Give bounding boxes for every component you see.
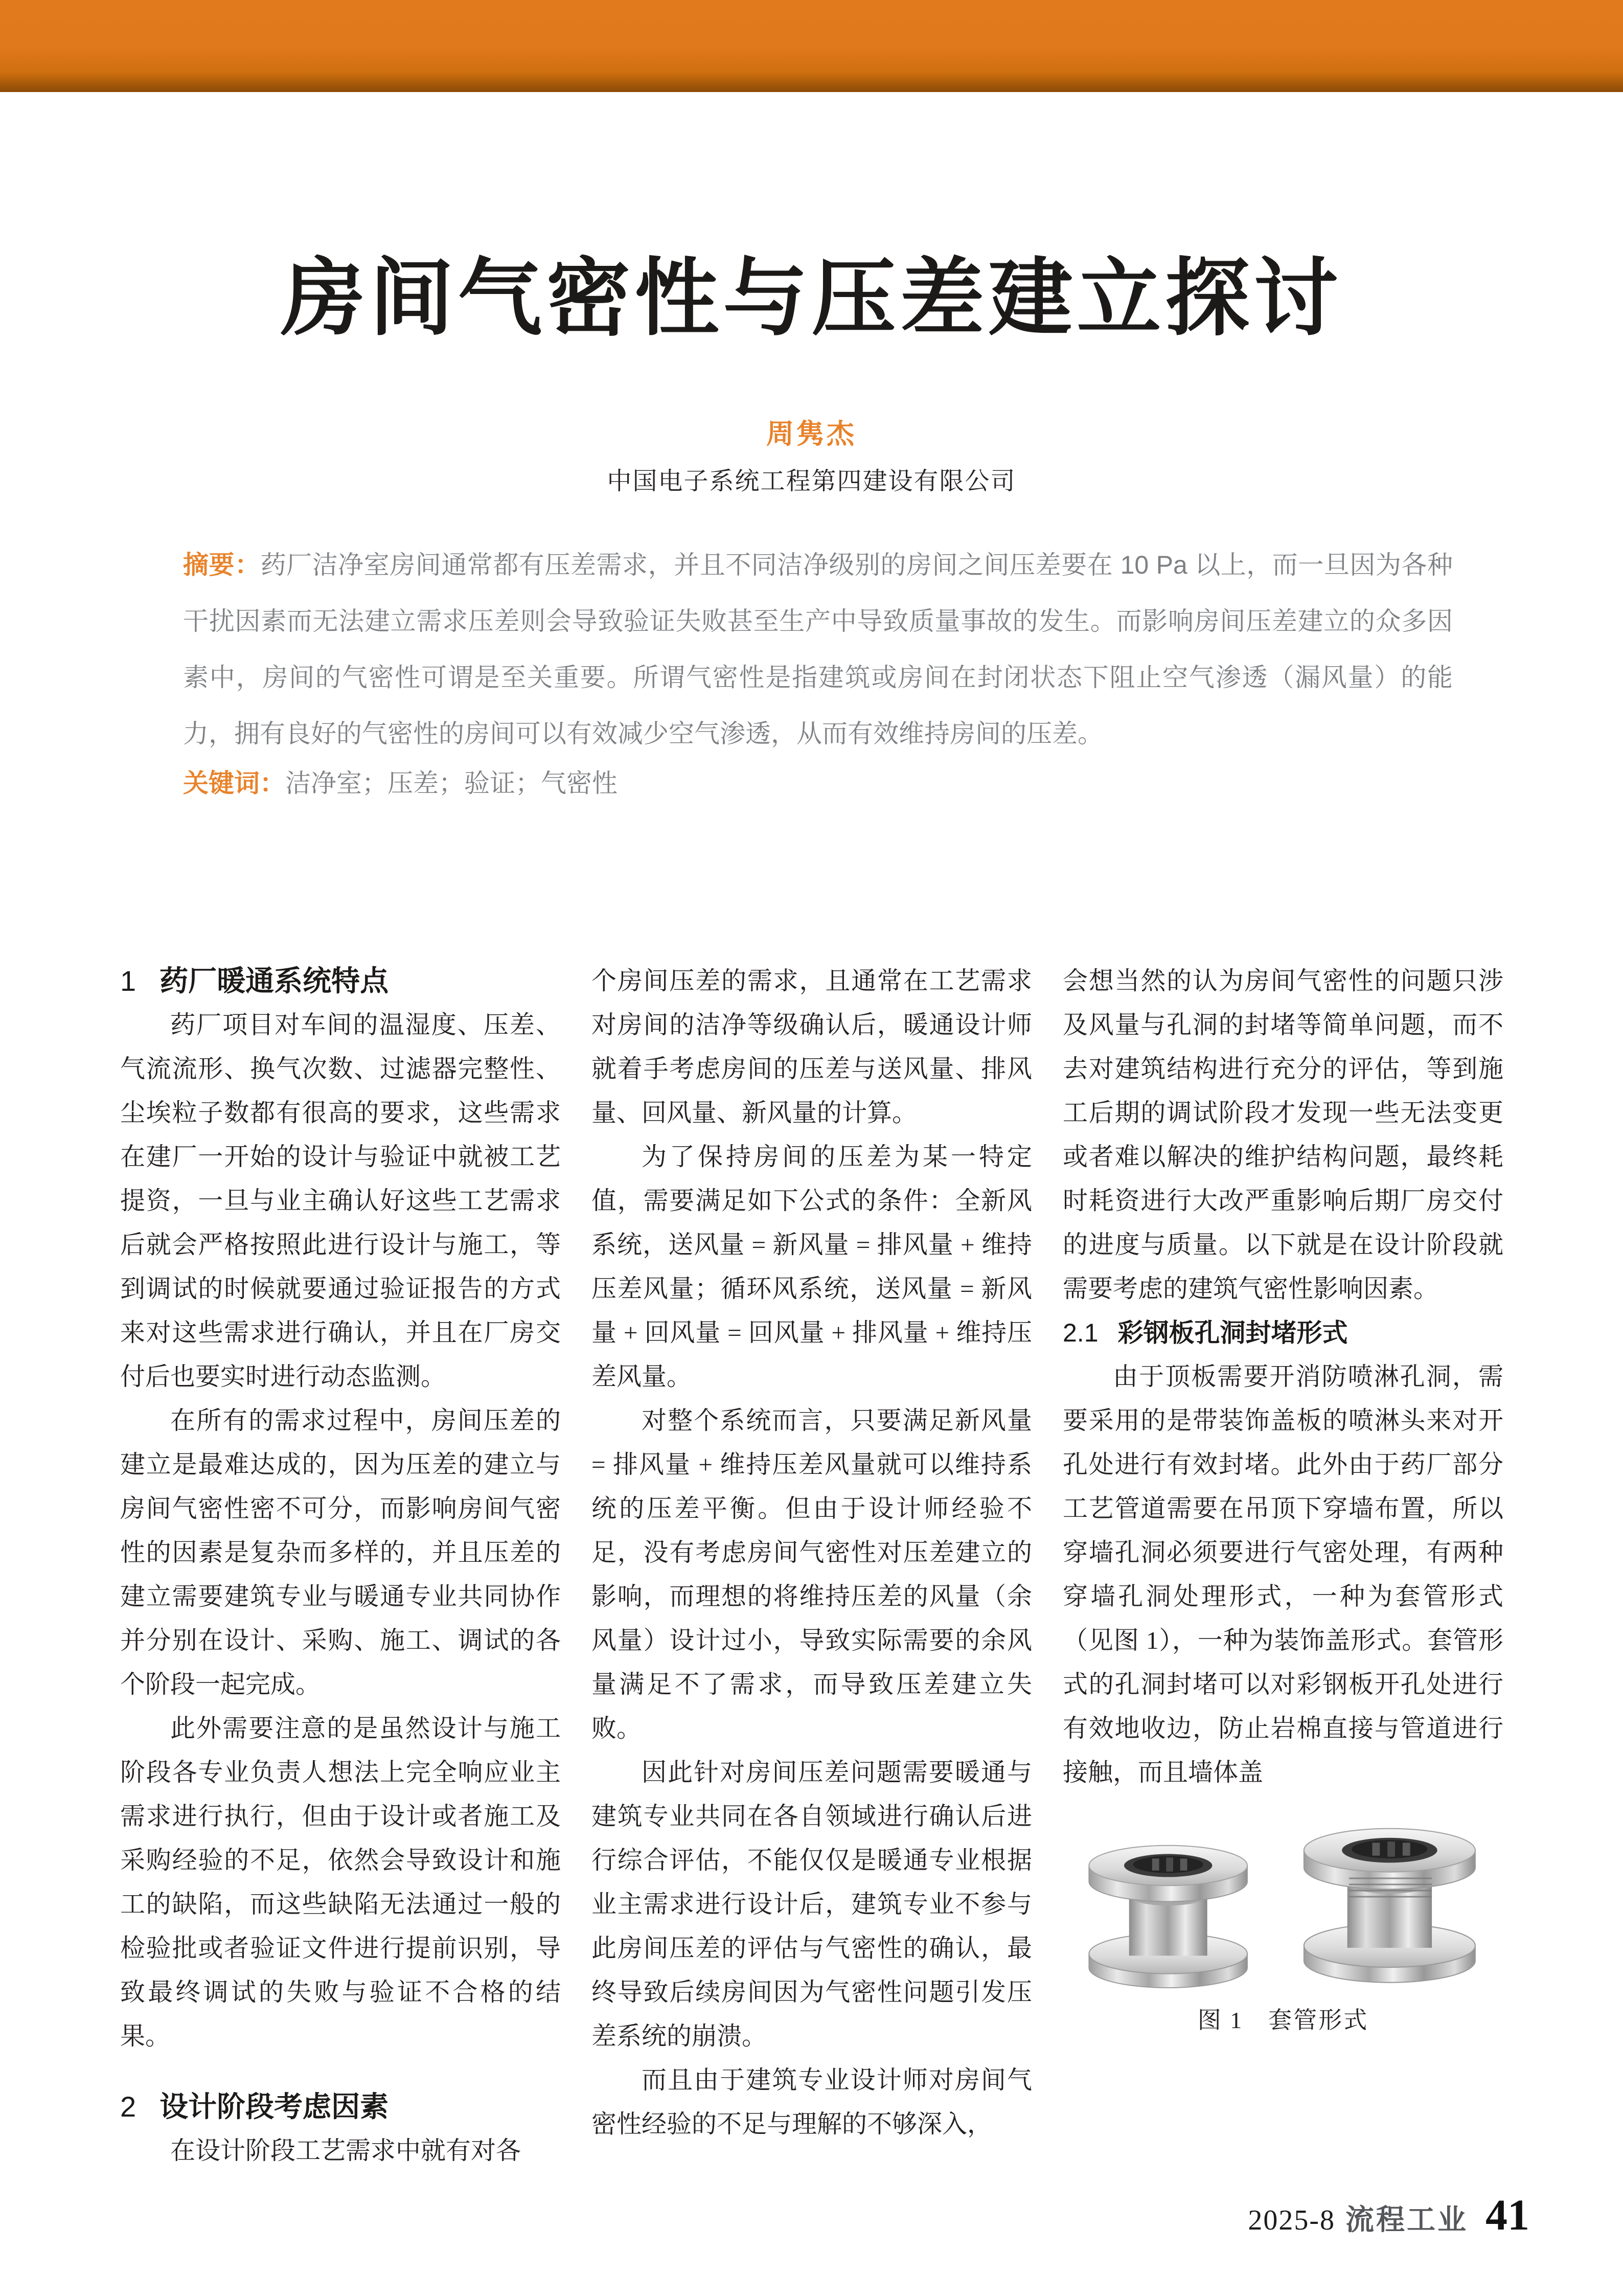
footer-issue: 2025-8 — [1248, 2204, 1335, 2236]
section-title: 彩钢板孔洞封堵形式 — [1117, 1319, 1348, 1347]
footer-page-number: 41 — [1485, 2190, 1529, 2239]
author-affiliation: 中国电子系统工程第四建设有限公司 — [607, 468, 1016, 495]
body-paragraph: 由于顶板需要开消防喷淋孔洞，需要采用的是带装饰盖板的喷淋头来对开孔处进行有效封堵。此外由于药厂部分工艺管道需要在吊顶下穿墙布置，所以穿墙孔洞必须要进行气密处理，有两种穿墙孔洞处理形式，一种为套管形式（见图 1），一种为装饰盖形式。套管形式的孔洞封堵可以对彩钢板开孔处进行有效地收边，防止岩棉直接与管道进行接触，而且墙体盖 — [1063, 1362, 1503, 1786]
body-column-2 — [591, 959, 1032, 2146]
section-number: 2.1 — [1063, 1319, 1099, 1347]
body-column-1 — [120, 959, 561, 2173]
figure-1 — [1063, 1821, 1503, 2036]
body-paragraph: 在所有的需求过程中，房间压差的建立是最难达成的，因为压差的建立与房间气密性密不可分，而影响房间气密性的因素是复杂而多样的，并且压差的建立需要建筑专业与暖通专业共同协作并分别在设计、采购、施工、调试的各个阶段一起完成。 — [120, 1406, 561, 1698]
body-paragraph: 对整个系统而言，只要满足新风量 = 排风量 + 维持压差风量就可以维持系统的压差平衡。但由于设计师经验不足，没有考虑房间气密性对压差建立的影响，而理想的将维持压差的风量（余风量）设计过小，导致实际需要的余风量满足不了需求，而导致压差建立失败。 — [591, 1406, 1032, 1742]
body-paragraph: 为了保持房间的压差为某一特定值，需要满足如下公式的条件：全新风系统，送风量 = 新风量 = 排风量 + 维持压差风量；循环风系统，送风量 = 新风量 + 回风量 = 回风量 + 排风量 + 维持压差风量。 — [591, 1143, 1032, 1391]
section-title: 设计阶段考虑因素 — [159, 2090, 389, 2123]
page-footer — [0, 2189, 1529, 2240]
section-title: 药厂暖通系统特点 — [159, 965, 389, 997]
body-paragraph: 药厂项目对车间的温湿度、压差、气流流形、换气次数、过滤器完整性、尘埃粒子数都有很高的要求，这些需求在建厂一开始的设计与验证中就被工艺提资，一旦与业主确认好这些工艺需求后就会严格按照此进行设计与施工，等到调试的时候就要通过验证报告的方式来对这些需求进行确认，并且在厂房交付后也要实时进行动态监测。 — [120, 1011, 561, 1391]
keywords-line — [183, 763, 1453, 800]
section-heading-2 — [120, 2085, 561, 2129]
top-banner — [0, 0, 1623, 92]
section-heading-1 — [120, 959, 561, 1003]
body-paragraph: 在设计阶段工艺需求中就有对各 — [170, 2136, 521, 2165]
body-paragraph: 因此针对房间压差问题需要暖通与建筑专业共同在各自领域进行确认后进行综合评估，不能仅仅是暖通专业根据业主需求进行设计后，建筑专业不参与此房间压差的评估与气密性的确认，最终导致后续房间因为气密性问题引发压差系统的崩溃。 — [591, 1758, 1032, 2050]
abstract-text: 药厂洁净室房间通常都有压差需求，并且不同洁净级别的房间之间压差要在 10 Pa 以上，而一旦因为各种干扰因素而无法建立需求压差则会导致验证失败甚至生产中导致质量事故的发生。而影响房间压差建立的众多因素中，房间的气密性可谓是至关重要。所谓气密性是指建筑或房间在封闭状态下阻止空气渗透（漏风量）的能力，拥有良好的气密性的房间可以有效减少空气渗透，从而有效维持房间的压差。 — [183, 551, 1453, 748]
subsection-heading-2-1 — [1063, 1311, 1503, 1355]
abstract-label: 摘要： — [183, 551, 261, 579]
keywords-label: 关键词： — [183, 769, 285, 798]
article-title: 房间气密性与压差建立探讨 — [281, 251, 1342, 345]
section-number: 1 — [120, 965, 136, 997]
body-paragraph: 会想当然的认为房间气密性的问题只涉及风量与孔洞的封堵等简单问题，而不去对建筑结构进行充分的评估，等到施工后期的调试阶段才发现一些无法变更或者难以解决的维护结构问题，最终耗时耗资进行大改严重影响后期厂房交付的进度与质量。以下就是在设计阶段就需要考虑的建筑气密性影响因素。 — [1063, 967, 1503, 1303]
pipe-sleeve-photo — [1063, 1821, 1503, 1990]
body-column-3 — [1063, 959, 1503, 2036]
author-name: 周隽杰 — [766, 419, 857, 449]
keywords-text: 洁净室；压差；验证；气密性 — [285, 769, 618, 798]
body-paragraph: 个房间压差的需求，且通常在工艺需求对房间的洁净等级确认后，暖通设计师就着手考虑房间的压差与送风量、排风量、回风量、新风量的计算。 — [591, 967, 1032, 1127]
body-paragraph: 此外需要注意的是虽然设计与施工阶段各专业负责人想法上完全响应业主需求进行执行，但由于设计或者施工及采购经验的不足，依然会导致设计和施工的缺陷，而这些缺陷无法通过一般的检验批或者验证文件进行提前识别，导致最终调试的失败与验证不合格的结果。 — [120, 1714, 561, 2050]
abstract-paragraph — [183, 537, 1453, 762]
figure-caption: 图 1 套管形式 — [1197, 2007, 1369, 2033]
footer-journal-name: 流程工业 — [1345, 2204, 1468, 2236]
body-paragraph: 而且由于建筑专业设计师对房间气密性经验的不足与理解的不够深入， — [591, 2066, 1032, 2138]
section-number: 2 — [120, 2090, 136, 2123]
